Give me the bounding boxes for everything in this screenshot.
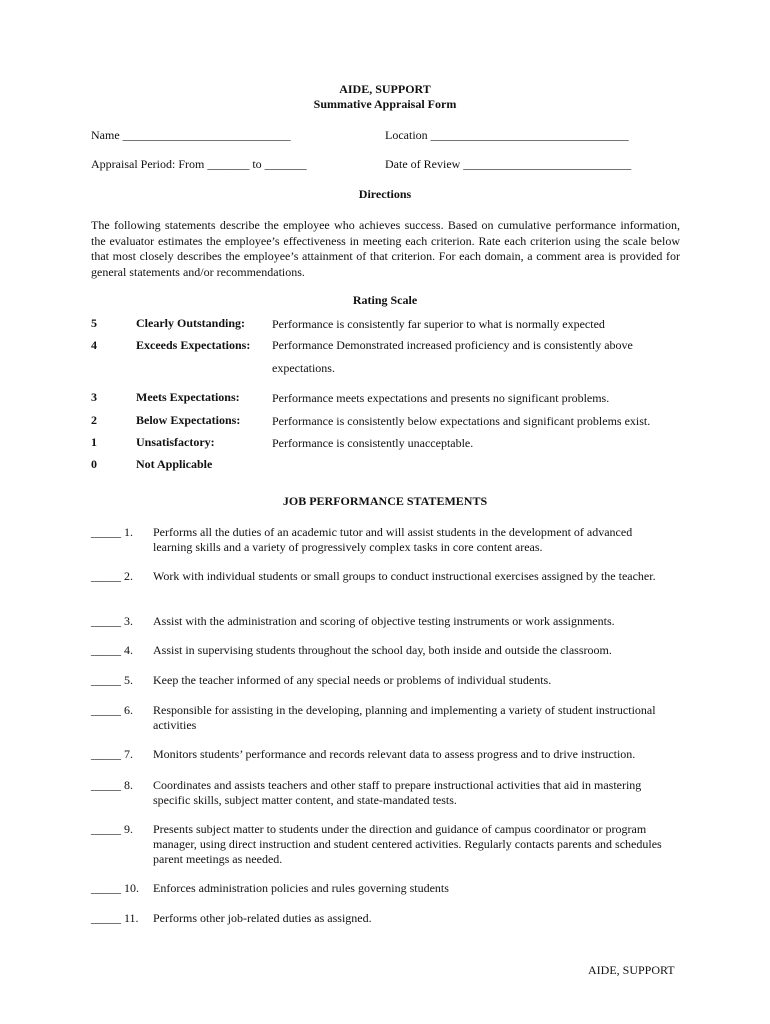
rating-blank[interactable]: _____ 4. bbox=[91, 643, 133, 657]
rating-description: Performance meets expectations and presents no significant problems. bbox=[272, 391, 610, 405]
form-title: AIDE, SUPPORT bbox=[339, 82, 431, 96]
rating-blank[interactable]: _____ 9. bbox=[91, 822, 133, 836]
rating-description: Performance is consistently unacceptable. bbox=[272, 436, 474, 450]
rating-score: 1 bbox=[91, 435, 97, 449]
statement-text: Responsible for assisting in the developing, planning and implementing a variety of student instructional activities bbox=[153, 703, 656, 732]
rating-blank[interactable]: _____ 1. bbox=[91, 525, 133, 539]
rating-description: Performance Demonstrated increased proficiency and is consistently above expectations. bbox=[272, 338, 633, 375]
rating-label: Meets Expectations: bbox=[136, 390, 240, 404]
page-footer: AIDE, SUPPORT bbox=[588, 963, 675, 977]
statement-text: Enforces administration policies and rules governing students bbox=[153, 881, 449, 895]
date-of-review-field[interactable]: Date of Review ____________________________ bbox=[385, 157, 632, 171]
statement-text: Performs all the duties of an academic tutor and will assist students in the development of advanced learning skills and a variety of progressively complex tasks in core content areas. bbox=[153, 525, 633, 554]
form-subtitle: Summative Appraisal Form bbox=[313, 97, 457, 111]
location-field[interactable]: Location _________________________________ bbox=[385, 128, 629, 142]
rating-score: 3 bbox=[91, 390, 97, 404]
rating-blank[interactable]: _____ 8. bbox=[91, 778, 133, 792]
statement-text: Keep the teacher informed of any special needs or problems of individual students. bbox=[153, 673, 552, 687]
statements-heading: JOB PERFORMANCE STATEMENTS bbox=[282, 494, 488, 508]
statement-text: Monitors students’ performance and records relevant data to assess progress and to drive instruction. bbox=[153, 747, 636, 761]
rating-blank[interactable]: _____ 5. bbox=[91, 673, 133, 687]
statement-text: Assist in supervising students throughout the school day, both inside and outside the classroom. bbox=[153, 643, 612, 657]
appraisal-period-field[interactable]: Appraisal Period: From _______ to _______ bbox=[91, 157, 307, 171]
rating-description: Performance is consistently far superior to what is normally expected bbox=[272, 317, 605, 331]
rating-label: Clearly Outstanding: bbox=[136, 316, 246, 330]
name-field[interactable]: Name ____________________________ bbox=[91, 128, 291, 142]
rating-label: Unsatisfactory: bbox=[136, 435, 215, 449]
rating-blank[interactable]: _____ 10. bbox=[91, 881, 139, 895]
rating-blank[interactable]: _____ 6. bbox=[91, 703, 133, 717]
statement-text: Presents subject matter to students under the direction and guidance of campus coordinator or program manager, using direct instruction and student centered activities. Regularly contacts parents and schedules parent meetings as needed. bbox=[153, 822, 662, 866]
rating-score: 2 bbox=[91, 413, 97, 427]
statement-text: Work with individual students or small groups to conduct instructional exercises assigned by the teacher. bbox=[153, 569, 656, 583]
rating-score: 5 bbox=[91, 316, 97, 330]
rating-score: 0 bbox=[91, 457, 97, 471]
rating-label: Not Applicable bbox=[136, 457, 213, 471]
statement-text: Performs other job-related duties as assigned. bbox=[153, 911, 372, 925]
directions-heading: Directions bbox=[358, 187, 412, 201]
rating-description: Performance is consistently below expectations and significant problems exist. bbox=[272, 414, 651, 428]
rating-label: Exceeds Expectations: bbox=[136, 338, 251, 352]
directions-text: The following statements describe the employee who achieves success. Based on cumulative performance information, the evaluator estimates the employee’s effectiveness in meeting each criterion. Rate each criterion using the scale below that most closely describes the employee’s attainment of that criterion. For each domain, a comment area is provided for general statements and/or recommendations. bbox=[91, 218, 680, 279]
rating-score: 4 bbox=[91, 338, 97, 352]
rating-label: Below Expectations: bbox=[136, 413, 241, 427]
rating-blank[interactable]: _____ 7. bbox=[91, 747, 133, 761]
rating-scale-heading: Rating Scale bbox=[352, 293, 418, 307]
statement-text: Assist with the administration and scoring of objective testing instruments or work assignments. bbox=[153, 614, 615, 628]
statement-text: Coordinates and assists teachers and other staff to prepare instructional activities that aid in mastering specific skills, subject matter content, and state-mandated tests. bbox=[153, 778, 642, 807]
rating-blank[interactable]: _____ 2. bbox=[91, 569, 133, 583]
rating-blank[interactable]: _____ 3. bbox=[91, 614, 133, 628]
rating-blank[interactable]: _____ 11. bbox=[91, 911, 139, 925]
